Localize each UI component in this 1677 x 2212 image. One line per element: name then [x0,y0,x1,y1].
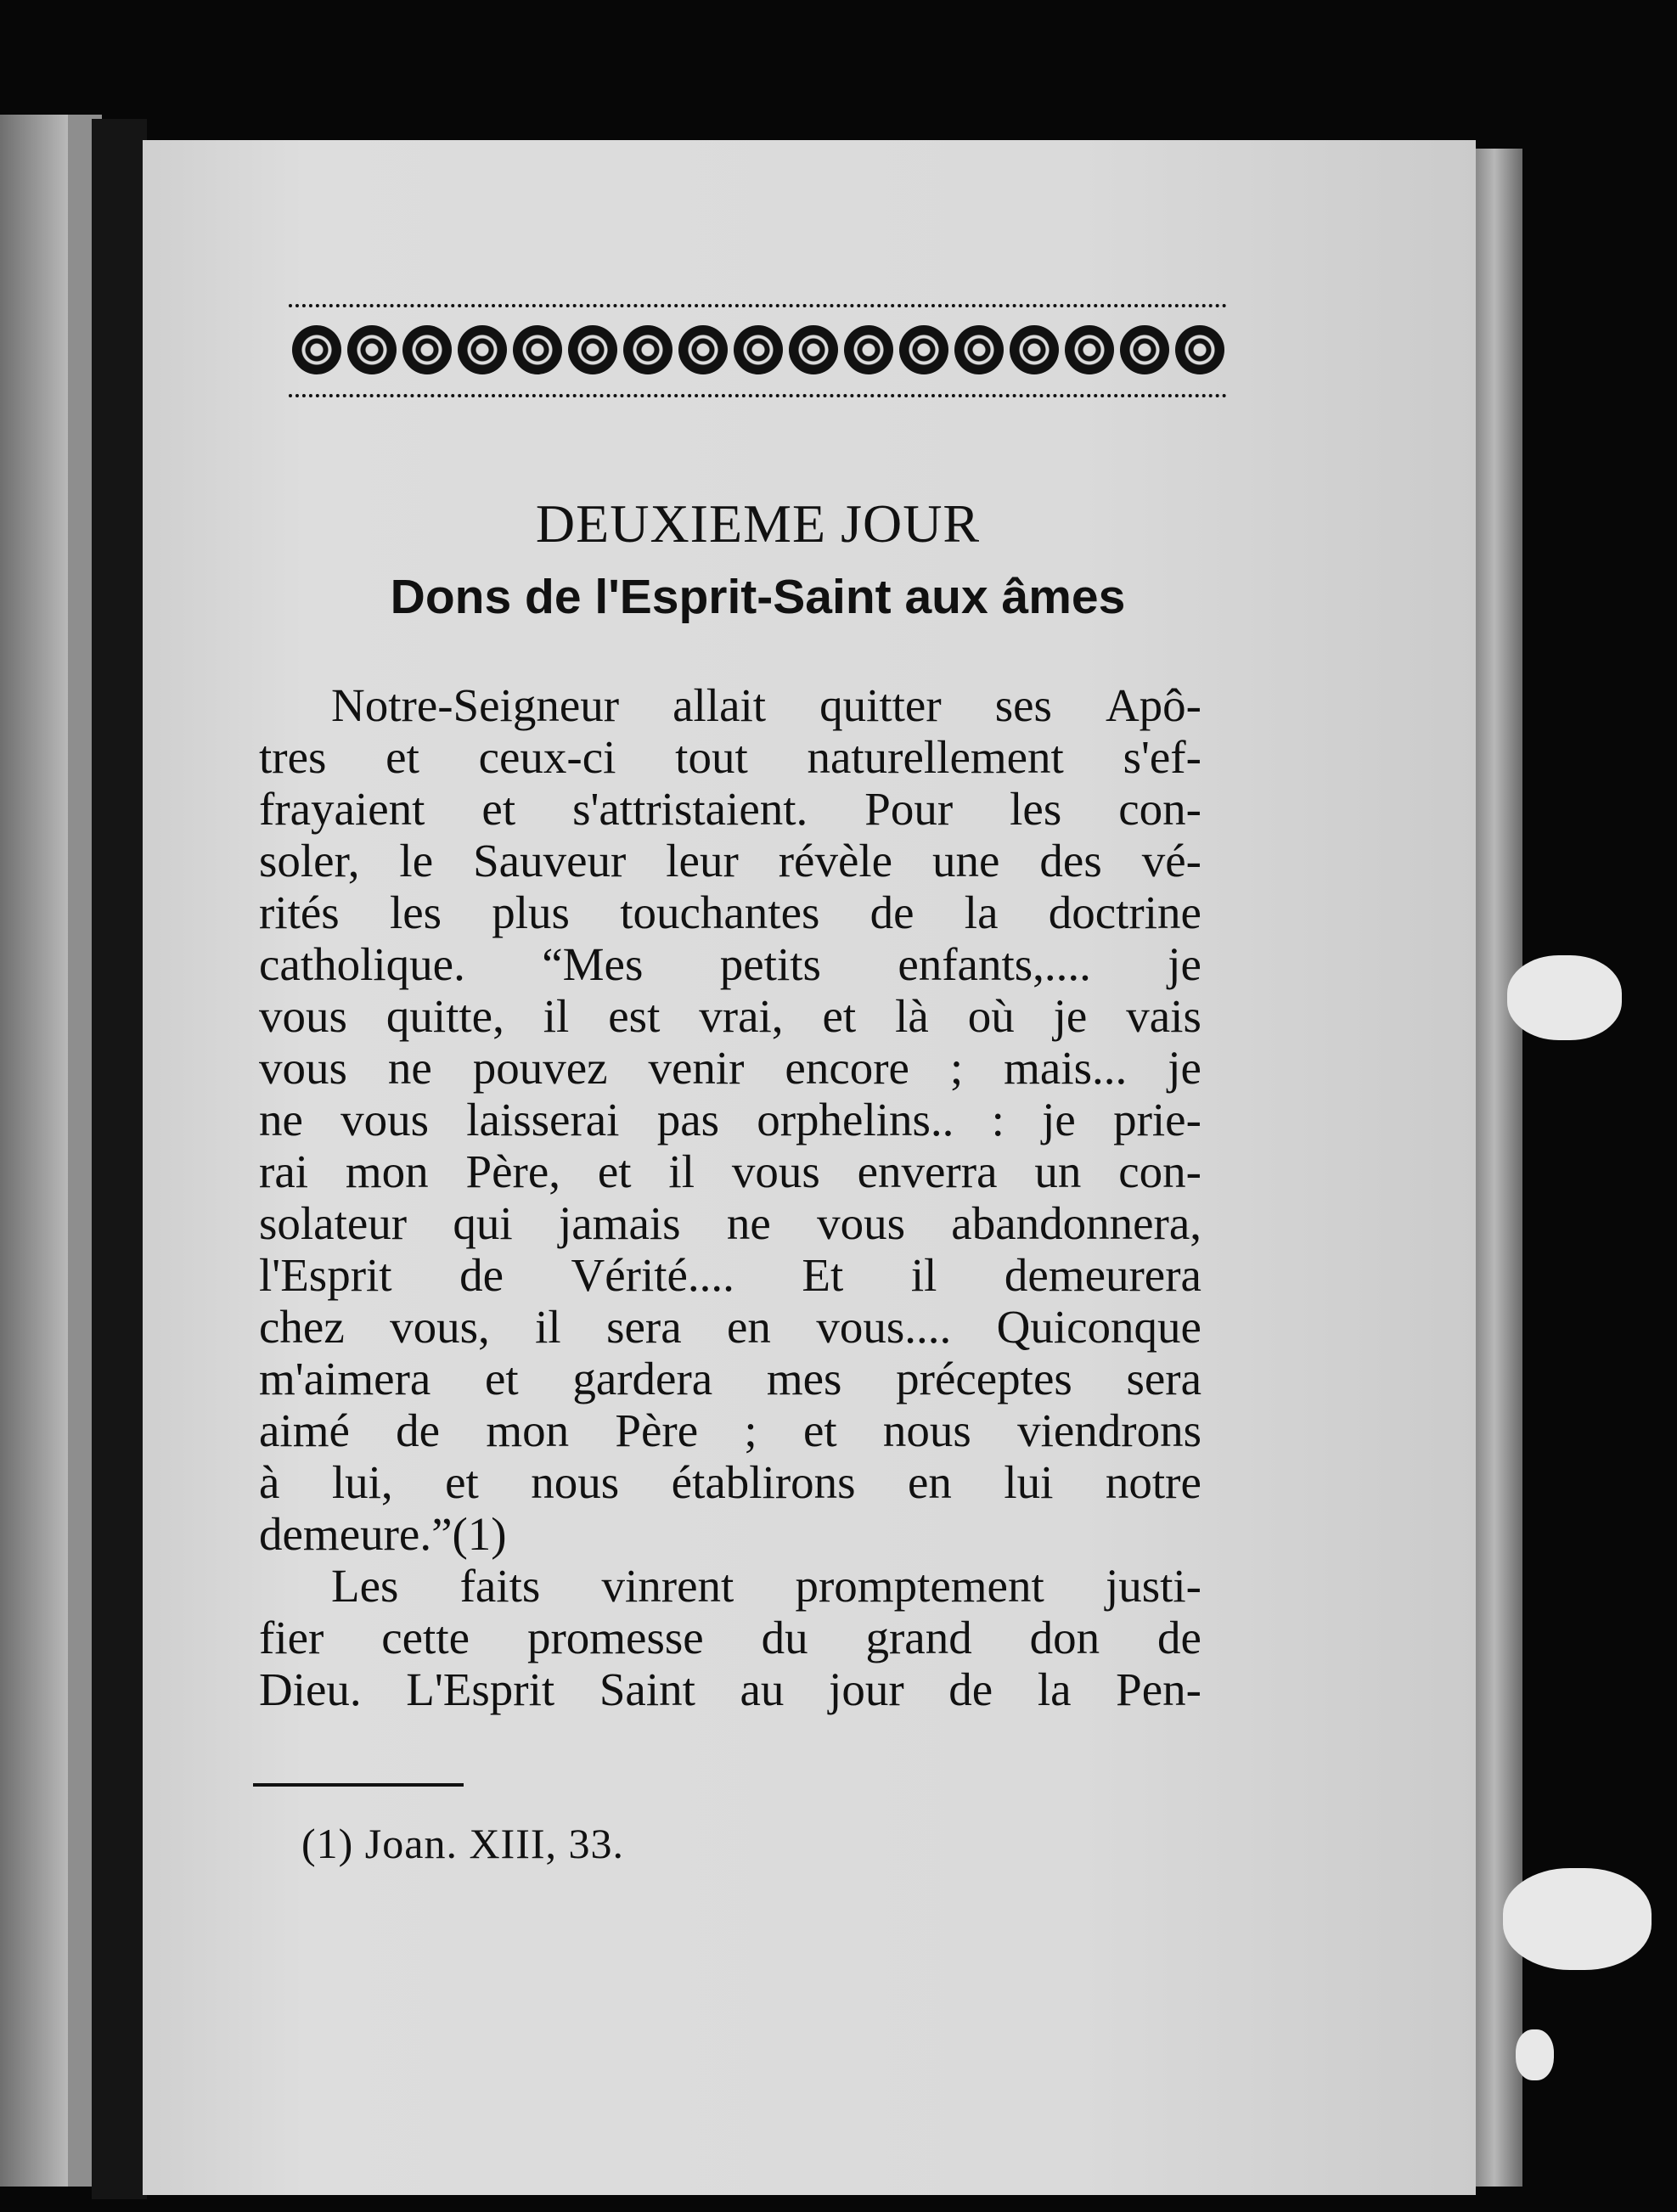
text-line: fier cette promesse du grand don de [259,1612,1201,1663]
footnote-rule [253,1783,464,1787]
flower-ornament-icon [841,322,896,378]
flower-ornament-icon [344,322,399,378]
text-line: vous ne pouvez venir encore ; mais... je [259,1042,1201,1094]
flower-ornament-icon [454,322,509,378]
flower-ornament-icon [1061,322,1117,378]
flower-ornament-icon [730,322,785,378]
flower-ornament-icon [565,322,620,378]
text-line: tres et ceux-ci tout naturellement s'ef- [259,731,1201,783]
paper-damage-spot [1507,955,1622,1040]
text-line: l'Esprit de Vérité.... Et il demeurera [259,1249,1201,1301]
text-line: rités les plus touchantes de la doctrine [259,886,1201,938]
flower-ornament-icon [399,322,454,378]
flower-ornament-icon [620,322,675,378]
flower-ornament-icon [951,322,1006,378]
text-line: ne vous laisserai pas orphelins.. : je prie- [259,1094,1201,1145]
text-line: Les faits vinrent promptement justi- [331,1560,1201,1612]
text-line: catholique. “Mes petits enfants,.... je [259,938,1201,990]
text-line: à lui, et nous établirons en lui notre [259,1456,1201,1508]
text-line: demeure.”(1) [259,1508,507,1560]
flower-ornament-icon [509,322,565,378]
page-stack-edge [1476,149,1522,2187]
decorative-ornament-band [289,304,1227,397]
flower-ornament-icon [1172,322,1227,378]
text-line: frayaient et s'attristaient. Pour les con- [259,783,1201,835]
text-line: Dieu. L'Esprit Saint au jour de la Pen- [259,1663,1201,1715]
flower-ornament-icon [675,322,730,378]
flower-ornament-icon [289,322,344,378]
flower-ornament-icon [785,322,841,378]
ornament-dotted-rule [289,394,1227,397]
chapter-subtitle: Dons de l'Esprit-Saint aux âmes [390,570,1126,624]
book-gutter [92,119,147,2199]
text-line: m'aimera et gardera mes préceptes sera [259,1353,1201,1404]
flower-ornament-icon [1006,322,1061,378]
text-line: Notre-Seigneur allait quitter ses Apô- [331,679,1201,731]
previous-page-shade [0,115,68,2187]
ornament-dotted-rule [289,304,1227,307]
text-line: soler, le Sauveur leur révèle une des vé- [259,835,1201,886]
body-text [259,679,1201,1715]
text-line: aimé de mon Père ; et nous viendrons [259,1404,1201,1456]
text-line: vous quitte, il est vrai, et là où je vais [259,990,1201,1042]
previous-page-edge [0,115,102,2187]
text-line: solateur qui jamais ne vous abandonnera, [259,1197,1201,1249]
paper-damage-spot [1503,1868,1652,1970]
text-line: chez vous, il sera en vous.... Quiconque [259,1301,1201,1353]
flower-ornament-icon [1117,322,1172,378]
footnote: (1) Joan. XIII, 33. [301,1820,625,1867]
ornament-flower-row [289,319,1227,380]
paper-damage-spot [1516,2029,1554,2080]
flower-ornament-icon [896,322,951,378]
chapter-title: DEUXIEME JOUR [535,493,981,554]
text-line: rai mon Père, et il vous enverra un con- [259,1145,1201,1197]
